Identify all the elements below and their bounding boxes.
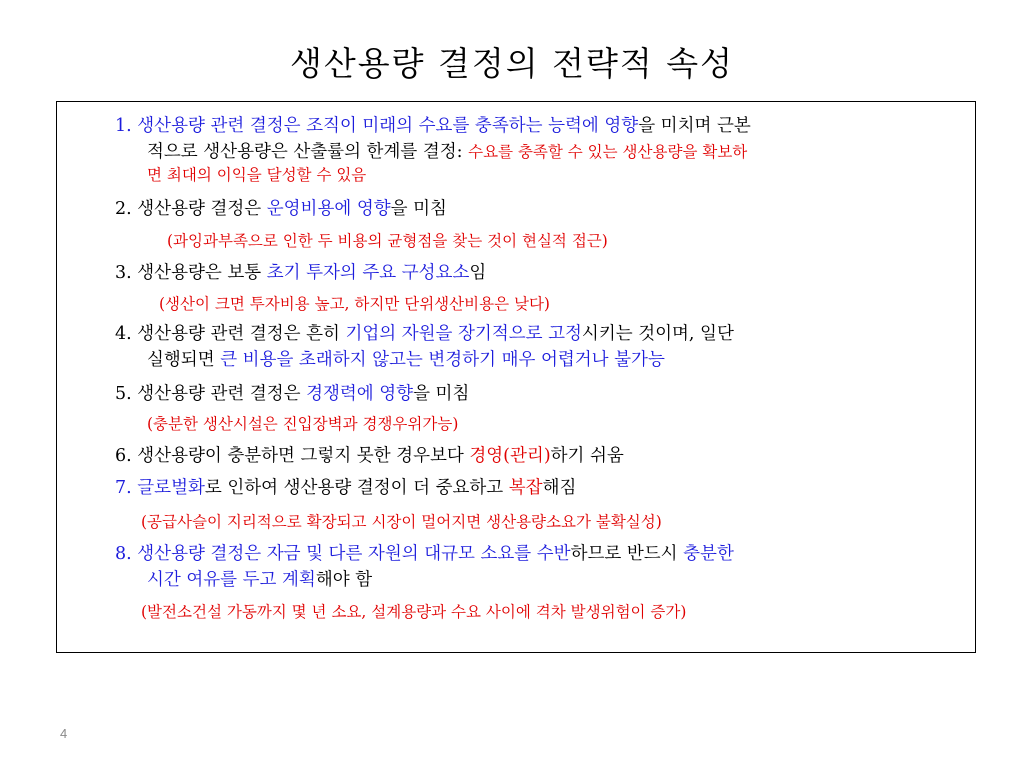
text-segment: (충분한 생산시설은 진입장벽과 경쟁우위가능) [147, 415, 459, 433]
text-segment: 큰 비용을 초래하지 않고는 변경하기 매우 어렵거나 불가능 [220, 350, 665, 370]
list-item-line [115, 544, 734, 566]
list-item-note [167, 232, 608, 251]
text-segment: 수요를 충족할 수 있는 생산용량을 확보하 [468, 143, 748, 161]
text-segment: 적으로 생산용량은 산출률의 한계를 결정: [147, 142, 469, 162]
text-segment: 2. 생산용량 결정은 [115, 199, 267, 219]
text-segment: (과잉과부족으로 인한 두 비용의 균형점을 찾는 것이 현실적 접근) [167, 232, 608, 250]
text-segment: 복잡 [508, 478, 543, 498]
text-segment: 임 [469, 263, 487, 283]
list-item-note [141, 603, 686, 622]
content-box [56, 101, 976, 653]
text-segment: 경영(관리) [469, 446, 551, 466]
text-segment: 을 미침 [413, 384, 470, 404]
numbered-list [57, 102, 975, 652]
list-item-note [147, 415, 458, 434]
list-item-line [115, 324, 734, 346]
text-segment: 하므로 반드시 [570, 544, 684, 564]
page-number: 4 [60, 726, 68, 741]
text-segment: 3. 생산용량은 보통 [115, 263, 267, 283]
text-segment: 을 미치며 근본 [638, 116, 751, 136]
text-segment: 6. 생산용량이 충분하면 그렇지 못한 경우보다 [115, 446, 470, 466]
text-segment: 시키는 것이며, 일단 [581, 324, 734, 344]
text-segment: 시간 여유를 두고 계획 [147, 570, 316, 590]
list-item-line [115, 263, 486, 285]
slide-title: 생산용량 결정의 전략적 속성 [289, 44, 734, 83]
text-segment: (발전소건설 가동까지 몇 년 소요, 설계용량과 수요 사이에 격차 발생위험이 증가) [141, 603, 687, 621]
text-segment: 하기 쉬움 [550, 446, 624, 466]
text-segment: 충분한 [683, 544, 734, 564]
list-item-line [147, 570, 372, 592]
text-segment: (생산이 크면 투자비용 높고, 하지만 단위생산비용은 낮다) [159, 295, 550, 313]
text-segment: 4. 생산용량 관련 결정은 흔히 [115, 324, 346, 344]
text-segment: 8. 생산용량 결정은 자금 및 다른 자원의 대규모 소요를 수반 [115, 544, 571, 564]
list-item-line [115, 384, 469, 406]
text-segment: 실행되면 [147, 350, 221, 370]
text-segment: 해야 함 [315, 570, 373, 590]
text-segment: 운영비용에 영향 [266, 199, 391, 219]
text-segment: 면 최대의 이익을 달성할 수 있음 [147, 166, 367, 184]
list-item-note [141, 513, 662, 532]
list-item-line [115, 478, 576, 500]
text-segment: 5. 생산용량 관련 결정은 [115, 384, 307, 404]
list-item-line [147, 142, 747, 164]
text-segment: 7. 글로벌화 [115, 478, 205, 498]
list-item-line [147, 166, 366, 185]
text-segment: 기업의 자원을 장기적으로 고정 [345, 324, 582, 344]
text-segment: 경쟁력에 영향 [306, 384, 414, 404]
text-segment: (공급사슬이 지리적으로 확장되고 시장이 멀어지면 생산용량소요가 불확실성) [141, 513, 662, 531]
list-item-line [115, 199, 447, 221]
text-segment: 해짐 [542, 478, 577, 498]
list-item-note [159, 295, 550, 314]
list-item-line [115, 116, 751, 138]
text-segment: 1. 생산용량 관련 결정은 조직이 미래의 수요를 충족하는 능력에 영향 [115, 116, 639, 136]
text-segment: 로 인하여 생산용량 결정이 더 중요하고 [204, 478, 509, 498]
list-item-line [147, 350, 665, 372]
list-item-line [115, 446, 624, 468]
text-segment: 을 미침 [390, 199, 447, 219]
text-segment: 초기 투자의 주요 구성요소 [266, 263, 470, 283]
